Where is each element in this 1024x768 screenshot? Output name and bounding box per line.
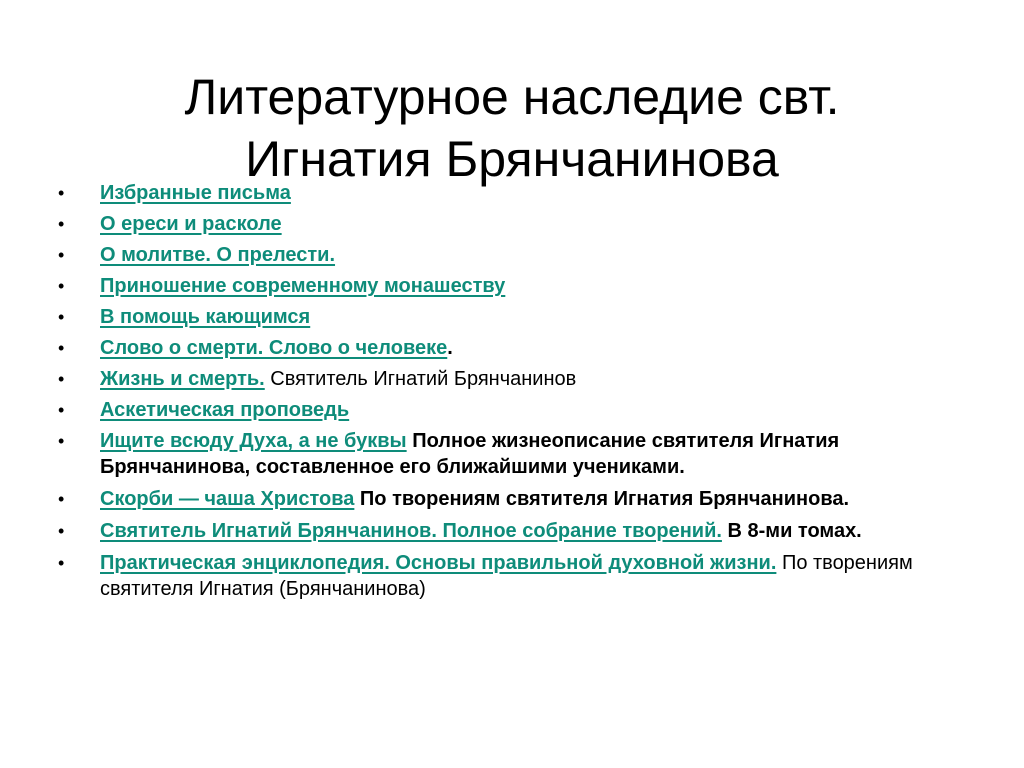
bullet-icon: • <box>58 553 65 573</box>
work-link-help-penitent[interactable]: В помощь кающимся <box>100 306 311 328</box>
work-link-selected-letters[interactable]: Избранные письма <box>100 182 291 204</box>
list-item <box>58 273 978 299</box>
list-item <box>58 304 978 330</box>
work-link-prayer-delusion[interactable]: О молитве. О прелести. <box>100 244 336 266</box>
list-item <box>58 366 978 392</box>
bullet-icon: • <box>58 521 65 541</box>
bullet-icon: • <box>58 245 65 265</box>
list-item <box>58 180 978 206</box>
work-link-practical-encyclopedia[interactable]: Практическая энциклопедия. Основы правильной духовной жизни. <box>100 552 777 574</box>
list-item <box>58 518 978 544</box>
work-link-life-and-death[interactable]: Жизнь и смерть. <box>100 368 265 390</box>
work-link-ascetic-sermon[interactable]: Аскетическая проповедь <box>100 399 350 421</box>
list-item <box>58 428 978 480</box>
item-author-note: Святитель Игнатий Брянчанинов <box>264 368 577 390</box>
list-item <box>58 242 978 268</box>
work-link-heresy-schism[interactable]: О ереси и расколе <box>100 213 282 235</box>
item-suffix: . <box>447 337 453 359</box>
work-link-sorrows-cup[interactable]: Скорби — чаша Христова <box>100 488 355 510</box>
work-link-word-on-death[interactable]: Слово о смерти. Слово о человеке <box>100 337 448 359</box>
bullet-icon: • <box>58 338 65 358</box>
works-list <box>58 180 978 608</box>
item-description: По творениям святителя Игнатия Брянчанинова. <box>354 488 850 510</box>
list-item <box>58 397 978 423</box>
list-item <box>58 550 978 602</box>
list-item <box>58 211 978 237</box>
title-line-2: Игнатия Брянчанинова <box>245 130 779 187</box>
bullet-icon: • <box>58 276 65 296</box>
item-description: Полное жизнеописание святителя Игнатия Брянчанинова, составленное его ближайшими учениками. <box>100 430 840 478</box>
bullet-icon: • <box>58 431 65 451</box>
list-item <box>58 335 978 361</box>
bullet-icon: • <box>58 369 65 389</box>
work-link-seek-spirit[interactable]: Ищите всюду Духа, а не буквы <box>100 430 407 452</box>
bullet-icon: • <box>58 214 65 234</box>
work-link-offering-monasticism[interactable]: Приношение современному монашеству <box>100 275 506 297</box>
item-description: В 8-ми томах. <box>721 520 862 542</box>
bullet-icon: • <box>58 183 65 203</box>
bullet-icon: • <box>58 400 65 420</box>
title-line-1: Литературное наследие свт. <box>184 68 840 125</box>
work-link-complete-works[interactable]: Святитель Игнатий Брянчанинов. Полное собрание творений. <box>100 520 722 542</box>
list-item <box>58 486 978 512</box>
bullet-icon: • <box>58 489 65 509</box>
bullet-icon: • <box>58 307 65 327</box>
item-author-note: По творениям святителя Игнатия (Брянчанинова) <box>100 552 913 600</box>
slide-title <box>60 66 964 190</box>
